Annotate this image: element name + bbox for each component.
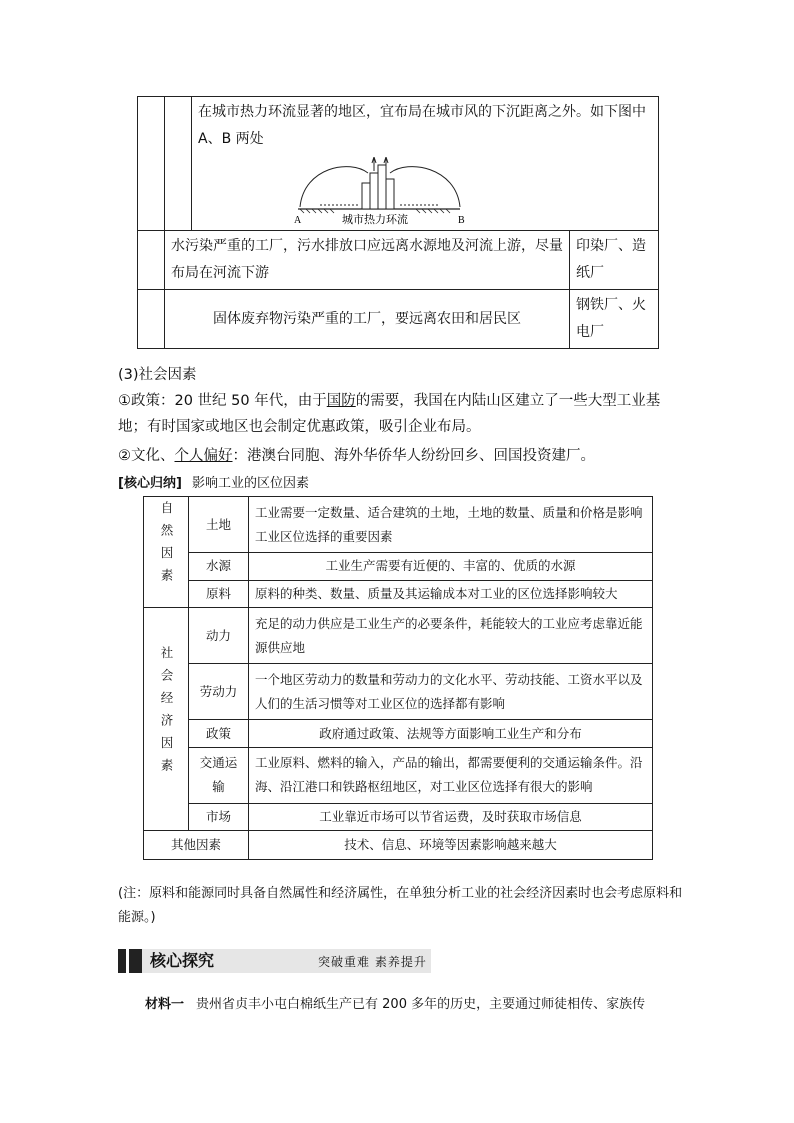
factor-desc: 充足的动力供应是工业生产的必要条件，耗能较大的工业应考虑靠近能源供应地 — [249, 608, 653, 664]
natural-factors-label: 自然因素 — [144, 497, 189, 608]
summary-title: 影响工业的区位因素 — [192, 476, 310, 491]
other-factors-desc: 技术、信息、环境等因素影响越来越大 — [249, 831, 653, 860]
solid-waste-example: 钢铁厂、火电厂 — [570, 290, 659, 349]
factor-name: 动力 — [189, 608, 249, 664]
material-paragraph — [145, 993, 690, 1017]
factor-name: 交通运输 — [189, 747, 249, 803]
factor-desc: 工业需要一定数量、适合建筑的土地，土地的数量、质量和价格是影响工业区位选择的重要因素 — [249, 497, 653, 553]
factor-name: 政策 — [189, 720, 249, 748]
culture-pre: ②文化、 — [118, 448, 175, 464]
table-side-cell — [138, 290, 165, 349]
table-side-cell — [138, 97, 165, 231]
note-paragraph: (注：原料和能源同时具备自然属性和经济属性，在单独分析工业的社会经济因素时也会考虑原料和能源。) — [118, 886, 683, 925]
diagram-label-b: B — [458, 215, 465, 226]
policy-underline: 国防 — [326, 393, 356, 409]
material-label: 材料一 — [145, 997, 185, 1012]
heat-circulation-text: 在城市热力环流显著的地区，宜布局在城市风的下沉距离之外。如下图中 A、B 两处 — [198, 104, 646, 147]
culture-underline: 个人偏好 — [174, 448, 233, 464]
pollution-location-table — [137, 96, 659, 349]
social-heading: (3)社会因素 — [118, 367, 197, 383]
table-side-cell — [138, 231, 165, 290]
factor-desc: 工业生产需要有近便的、丰富的、优质的水源 — [249, 553, 653, 581]
factor-name: 水源 — [189, 553, 249, 581]
water-pollution-text: 水污染严重的工厂，污水排放口应远离水源地及河流上游，尽量布局在河流下游 — [165, 231, 570, 290]
section-header — [118, 949, 431, 973]
policy-paragraph — [118, 388, 683, 440]
water-pollution-example: 印染厂、造纸厂 — [570, 231, 659, 290]
culture-rest: ：港澳台同胞、海外华侨华人纷纷回乡、回国投资建厂。 — [232, 448, 595, 464]
material-text: 贵州省贞丰小屯白棉纸生产已有 200 多年的历史，主要通过师徒相传、家族传 — [196, 997, 646, 1012]
solid-waste-text: 固体废弃物污染严重的工厂，要远离农田和居民区 — [165, 290, 570, 349]
diagram-caption: 城市热力环流 — [342, 213, 408, 226]
section-subtitle: 突破重难 素养提升 — [318, 955, 427, 969]
industry-location-factors-table — [143, 496, 653, 860]
section-header-icon — [118, 949, 142, 973]
section-title: 核心探究 — [150, 951, 215, 970]
diagram-label-a: A — [294, 215, 302, 226]
policy-pre: ①政策：20 世纪 50 年代，由于 — [118, 393, 327, 409]
socio-economic-factors-label: 社会经济因素 — [144, 608, 189, 831]
urban-heat-island-diagram — [290, 157, 470, 227]
factor-name: 土地 — [189, 497, 249, 553]
section-header-icon-stripe — [126, 949, 129, 973]
factor-name: 原料 — [189, 580, 249, 608]
factor-desc: 工业原料、燃料的输入，产品的输出，都需要便利的交通运输条件。沿海、沿江港口和铁路枢纽地区，对工业区位选择有很大的影响 — [249, 747, 653, 803]
factor-name: 劳动力 — [189, 664, 249, 720]
factor-desc: 一个地区劳动力的数量和劳动力的文化水平、劳动技能、工资水平以及人们的生活习惯等对工业区位的选择都有影响 — [249, 664, 653, 720]
factor-desc: 工业靠近市场可以节省运费，及时获取市场信息 — [249, 803, 653, 831]
other-factors-name: 其他因素 — [144, 831, 249, 860]
factor-name: 市场 — [189, 803, 249, 831]
policy-rest: 的需要，我国在内陆山区建立了一些大型工业基地；有时国家或地区也会制定优惠政策，吸引企业布局。 — [118, 393, 661, 435]
heat-circulation-cell — [192, 97, 659, 231]
summary-heading — [118, 472, 309, 491]
culture-paragraph — [118, 443, 683, 469]
factor-desc: 政府通过政策、法规等方面影响工业生产和分布 — [249, 720, 653, 748]
summary-tag: [核心归纳] — [118, 476, 182, 491]
factor-desc: 原料的种类、数量、质量及其运输成本对工业的区位选择影响较大 — [249, 580, 653, 608]
table-side-cell — [165, 97, 192, 231]
